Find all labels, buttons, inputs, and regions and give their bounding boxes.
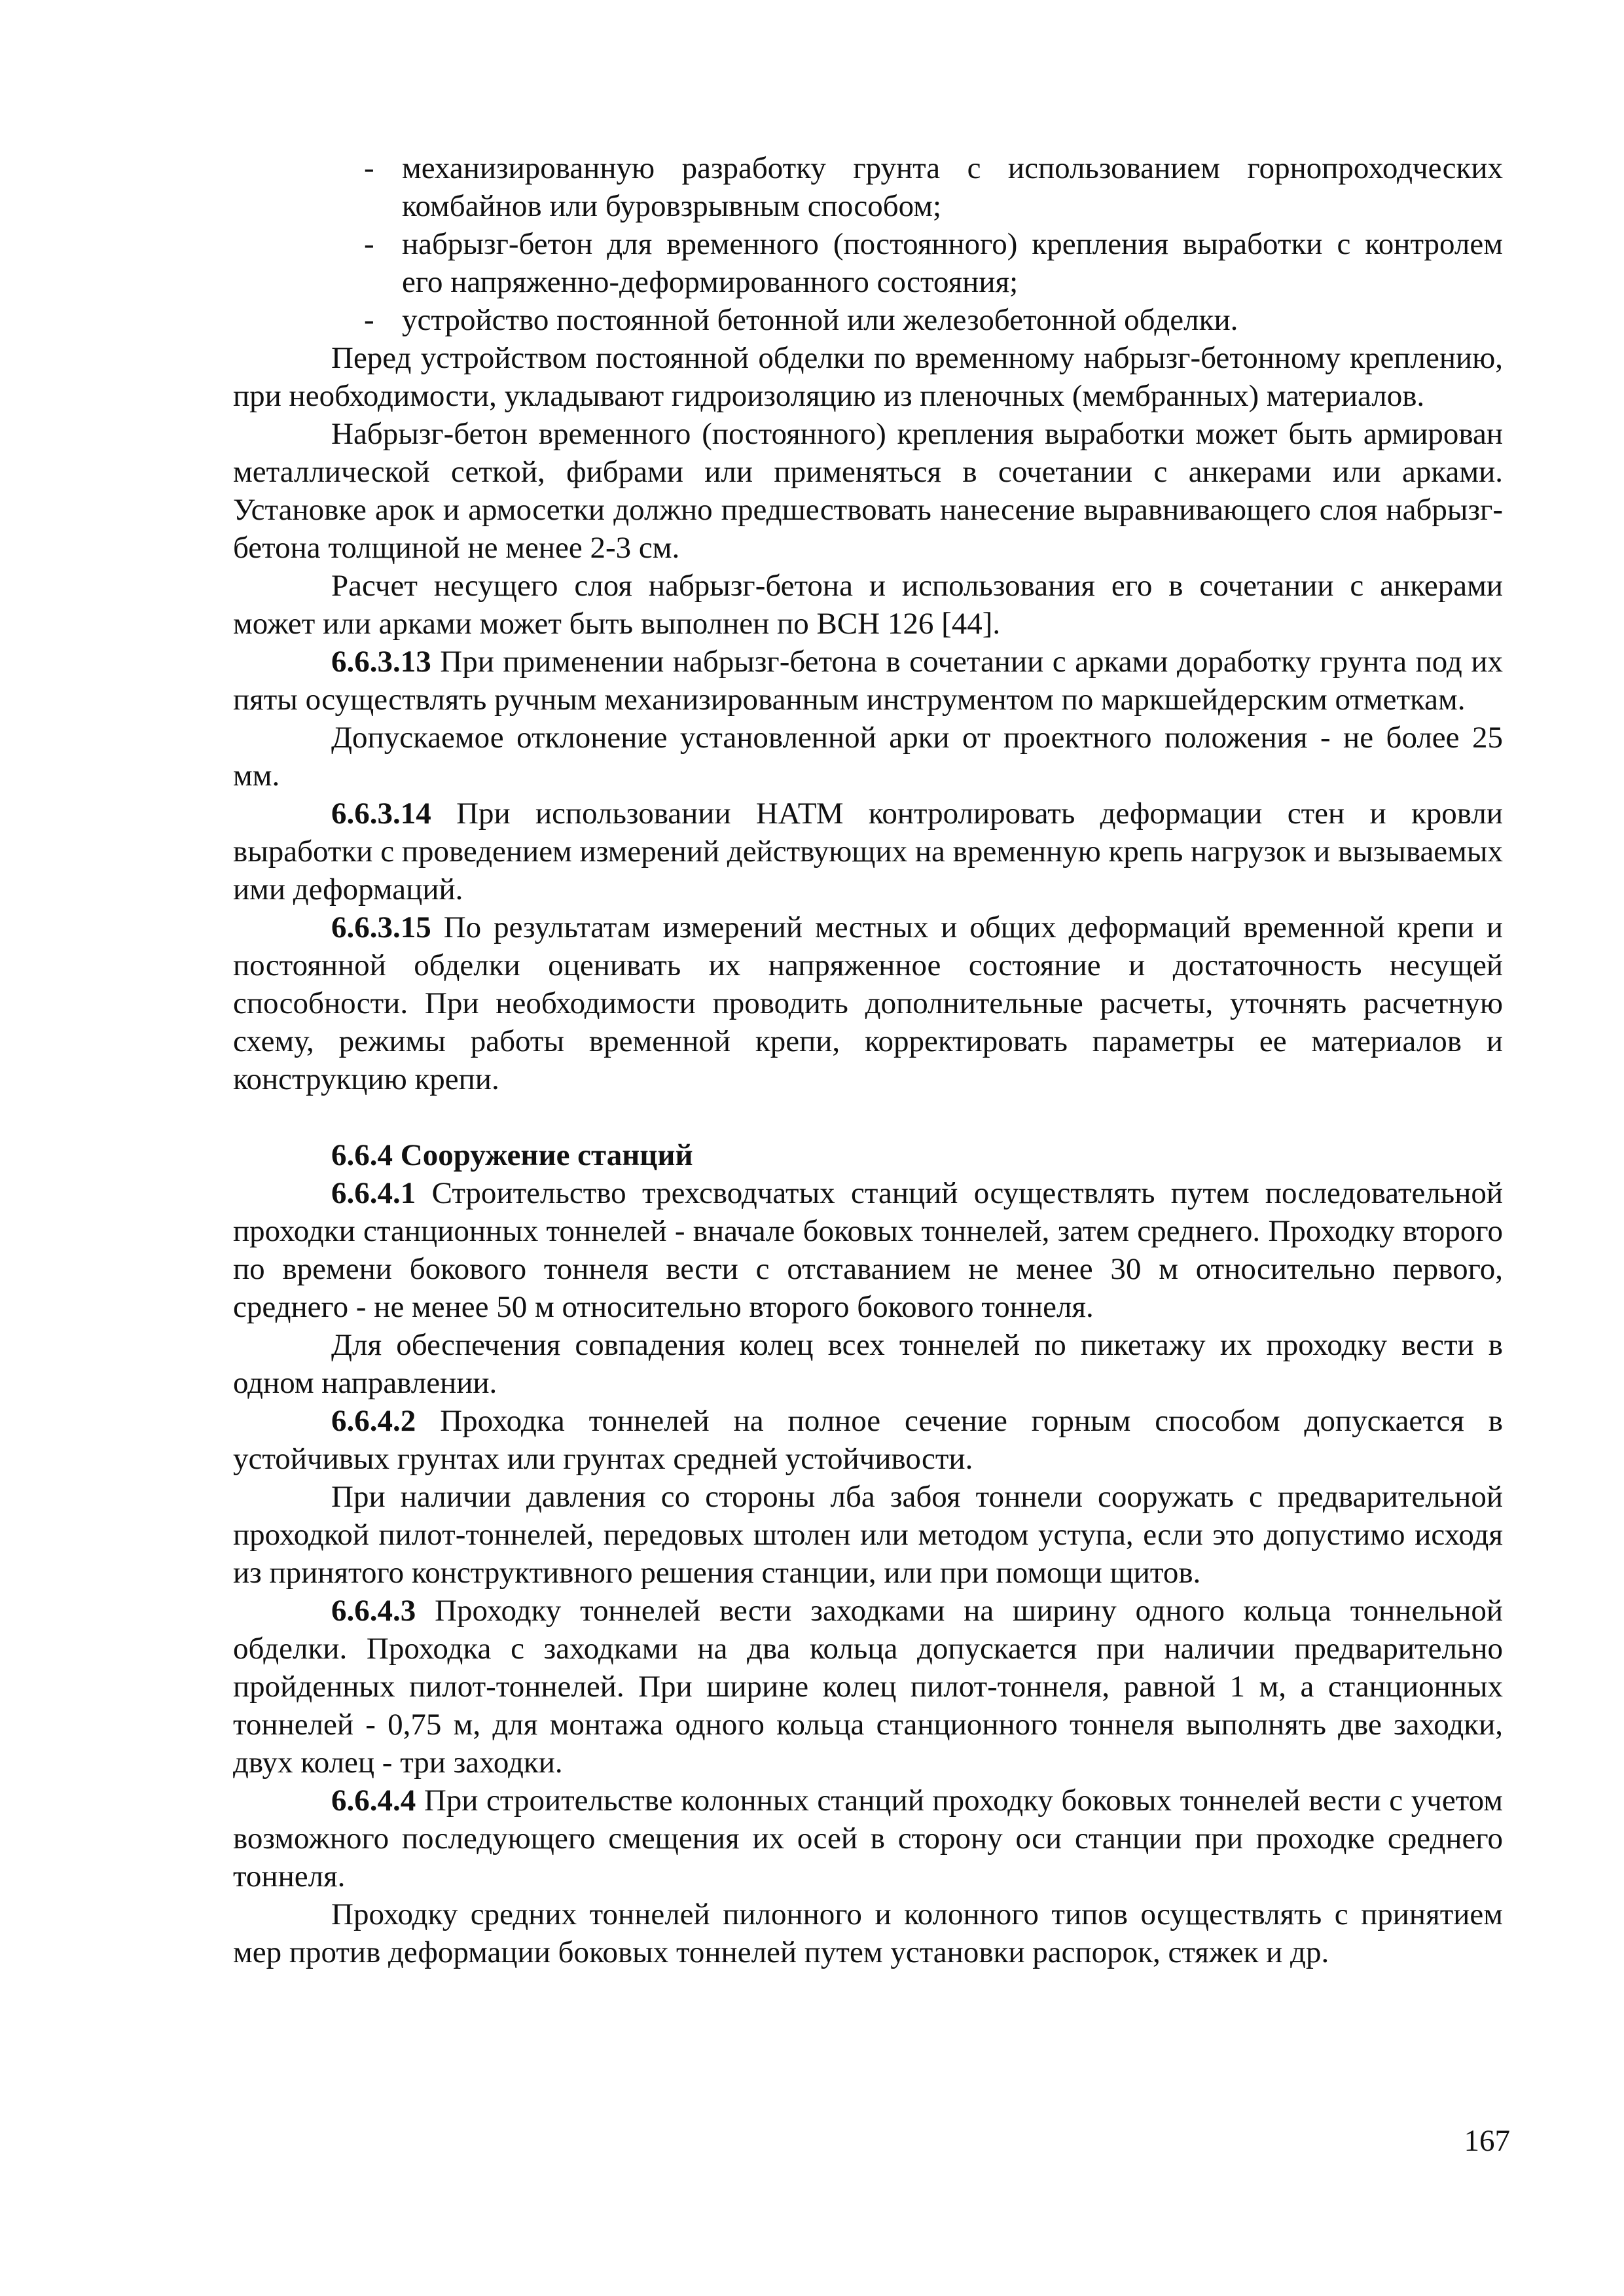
clause-6-6-4-3 [233,1592,1503,1782]
clause-6-6-4-1 [233,1174,1503,1326]
clause-6-6-4-4 [233,1782,1503,1895]
clause-text: При строительстве колонных станций проходку боковых тоннелей вести с учетом возможного последующего смещения их осей в сторону оси станции при проходке среднего тоннеля. [233,1784,1504,1893]
bullet-dash: - [364,303,374,337]
clause-6-6-4-2 [233,1402,1503,1478]
paragraph: Допускаемое отклонение установленной арки от проектного положения - не более 25 мм. [233,721,1503,793]
clause-text: Проходка тоннелей на полное сечение горным способом допускается в устойчивых грунтах или грунтах средней устойчивости. [233,1404,1503,1476]
bullet-dash: - [364,227,374,261]
clause-number: 6.6.4.1 [331,1176,416,1210]
clause-number: 6.6.3.14 [331,797,431,831]
paragraph: При наличии давления со стороны лба забоя тоннели сооружать с предварительной проходкой пилот-тоннелей, передовых штолен или методом уступа, если это допустимо исходя из принятого конструктивного решения станции, или при помощи щитов. [233,1480,1503,1590]
paragraph: Набрызг-бетон временного (постоянного) крепления выработки может быть армирован металлической сеткой, фибрами или применяться в сочетании с анкерами или арками. Установке арок и армосетки должно предшествовать нанесение выравнивающего слоя набрызг-бетона толщиной не менее 2-3 см. [233,417,1503,565]
clause-number: 6.6.4.2 [331,1404,416,1438]
clause-6-6-3-13 [233,643,1503,719]
clause-number: 6.6.3.13 [331,645,431,679]
paragraph: Перед устройством постоянной обделки по временному набрызг-бетонному креплению, при необходимости, укладывают гидроизоляцию из пленочных (мембранных) материалов. [233,341,1503,413]
clause-number: 6.6.4.3 [331,1594,416,1628]
paragraph: Для обеспечения совпадения колец всех тоннелей по пикетажу их проходку вести в одном направлении. [233,1328,1503,1400]
page-number: 167 [1464,2124,1510,2158]
clause-text: При использовании НАТМ контролировать деформации стен и кровли выработки с проведением измерений действующих на временную крепь нагрузок и вызываемых ими деформаций. [233,797,1503,906]
section-heading: 6.6.4 Сооружение станций [331,1138,693,1172]
bullet-list [233,149,1503,339]
list-item [364,225,1503,301]
bullet-text: механизированную разработку грунта с использованием горнопроходческих комбайнов или буровзрывным способом; [402,151,1503,223]
clause-6-6-3-15 [233,908,1503,1098]
list-item [364,301,1503,339]
clause-text: При применении набрызг-бетона в сочетании с арками доработку грунта под их пяты осуществлять ручным механизированным инструментом по маркшейдерским отметкам. [233,645,1504,717]
clause-6-6-3-14 [233,795,1503,908]
bullet-dash: - [364,151,374,185]
clause-text: По результатам измерений местных и общих деформаций временной крепи и постоянной обделки оценивать их напряженное состояние и достаточность несущей способности. При необходимости проводить дополнительные расчеты, уточнять расчетную схему, режимы работы временной крепи, корректировать параметры ее материалов и конструкцию крепи. [233,910,1504,1096]
clause-text: Проходку тоннелей вести заходками на ширину одного кольца тоннельной обделки. Проходка с заходками на два кольца допускается при наличии предварительно пройденных пилот-тоннелей. При ширине колец пилот-тоннеля, равной 1 м, а станционных тоннелей - 0,75 м, для монтажа одного кольца станционного тоннеля выполнять две заходки, двух колец - три заходки. [233,1594,1504,1780]
bullet-text: набрызг-бетон для временного (постоянного) крепления выработки с контролем его напряженно-деформированного состояния; [402,227,1503,299]
paragraph: Расчет несущего слоя набрызг-бетона и использования его в сочетании с анкерами может или арками может быть выполнен по ВСН 126 [44]. [233,569,1503,641]
clause-text: Строительство трехсводчатых станций осуществлять путем последовательной проходки станционных тоннелей - вначале боковых тоннелей, затем среднего. Проходку второго по времени бокового тоннеля вести с отставанием не менее 30 м относительно первого, среднего - не менее 50 м относительно второго бокового тоннеля. [233,1176,1504,1324]
paragraph: Проходку средних тоннелей пилонного и колонного типов осуществлять с принятием мер против деформации боковых тоннелей путем установки распорок, стяжек и др. [233,1897,1503,1969]
clause-number: 6.6.3.15 [331,910,431,944]
clause-number: 6.6.4.4 [331,1784,416,1818]
list-item [364,149,1503,225]
bullet-text: устройство постоянной бетонной или железобетонной обделки. [402,303,1238,337]
document-body [233,149,1503,1971]
